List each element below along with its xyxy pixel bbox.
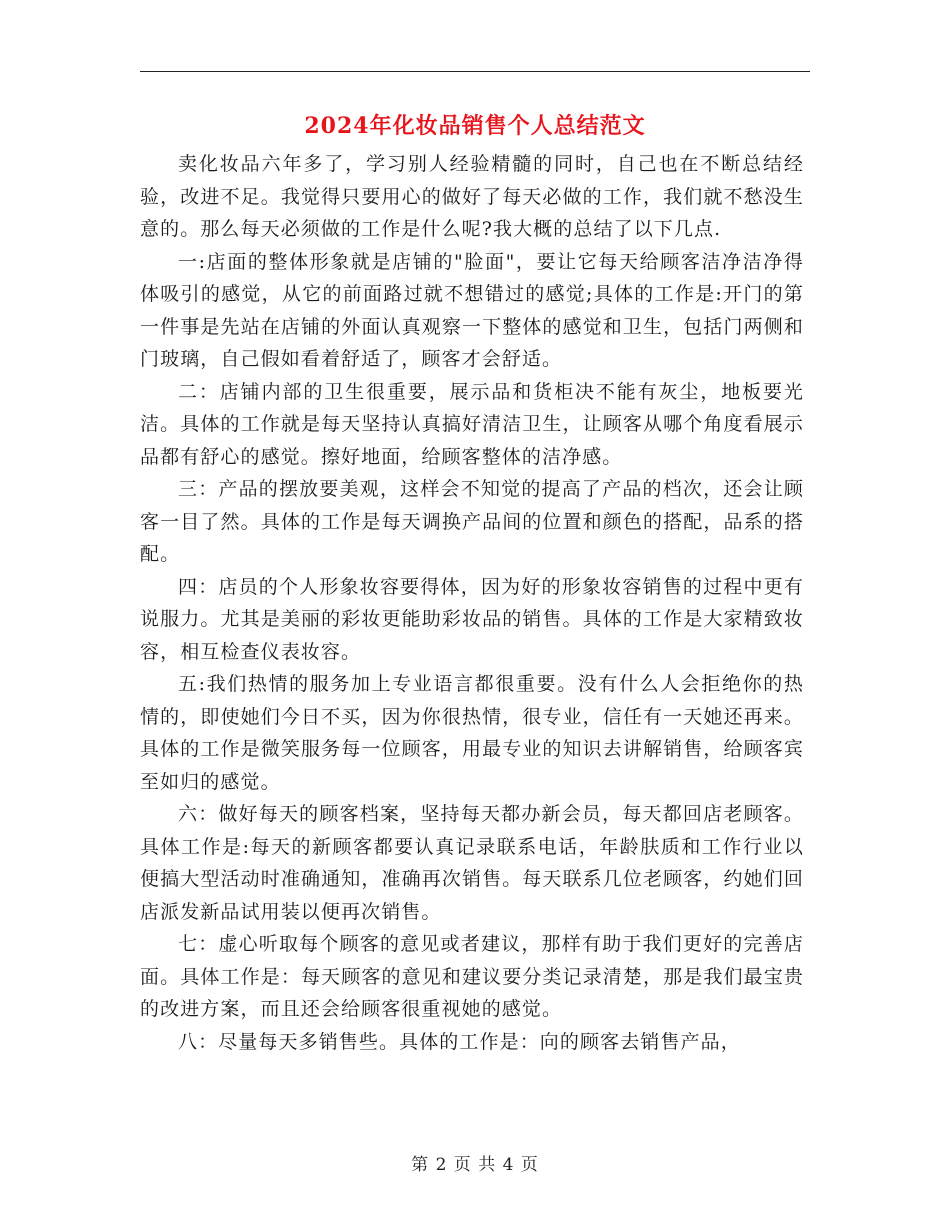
paragraph-4: 四：店员的个人形象妆容要得体，因为好的形象妆容销售的过程中更有说服力。尤其是美丽的彩妆更能助彩妆品的销售。具体的工作是大家精致妆容，相互检查仪表妆容。 [140, 575, 804, 663]
paragraph-3: 三：产品的摆放要美观，这样会不知觉的提高了产品的档次，还会让顾客一目了然。具体的工作是每天调换产品间的位置和颜色的搭配，品系的搭配。 [140, 478, 804, 565]
page-number-footer: 第 2 页 共 4 页 [411, 1155, 539, 1175]
document-title: 2024年化妆品销售个人总结范文 [304, 113, 646, 139]
paragraph-6: 六：做好每天的顾客档案，坚持每天都办新会员，每天都回店老顾客。具体工作是:每天的新顾客都要认真记录联系电话，年龄肤质和工作行业以便搞大型活动时准确通知，准确再次销售。每天联系几位老顾客，约她们回店派发新品试用装以便再次销售。 [140, 803, 804, 923]
paragraph-5: 五:我们热情的服务加上专业语言都很重要。没有什么人会拒绝你的热情的，即使她们今日不买，因为你很热情，很专业，信任有一天她还再来。具体的工作是微笑服务每一位顾客，用最专业的知识去讲解销售，给顾客宾至如归的感觉。 [140, 673, 804, 793]
paragraph-intro: 卖化妆品六年多了，学习别人经验精髓的同时，自己也在不断总结经验，改进不足。我觉得只要用心的做好了每天必做的工作，我们就不愁没生意的。那么每天必须做的工作是什么呢?我大概的总结了以下几点. [140, 153, 804, 240]
header-rule [140, 71, 810, 72]
paragraph-2: 二：店铺内部的卫生很重要，展示品和货柜决不能有灰尘，地板要光洁。具体的工作就是每天坚持认真搞好清洁卫生，让顾客从哪个角度看展示品都有舒心的感觉。擦好地面，给顾客整体的洁净感。 [140, 380, 804, 468]
paragraph-8: 八：尽量每天多销售些。具体的工作是：向的顾客去销售产品， [178, 1030, 741, 1053]
document-body [140, 148, 804, 1058]
paragraph-1: 一:店面的整体形象就是店铺的"脸面"，要让它每天给顾客洁净洁净得体吸引的感觉，从它的前面路过就不想错过的感觉;具体的工作是:开门的第一件事是先站在店铺的外面认真观察一下整体的感觉和卫生，包括门两侧和门玻璃，自己假如看着舒适了，顾客才会舒适。 [140, 250, 804, 370]
paragraph-7: 七：虚心听取每个顾客的意见或者建议，那样有助于我们更好的完善店面。具体工作是：每天顾客的意见和建议要分类记录清楚，那是我们最宝贵的改进方案，而且还会给顾客很重视她的感觉。 [140, 933, 804, 1020]
